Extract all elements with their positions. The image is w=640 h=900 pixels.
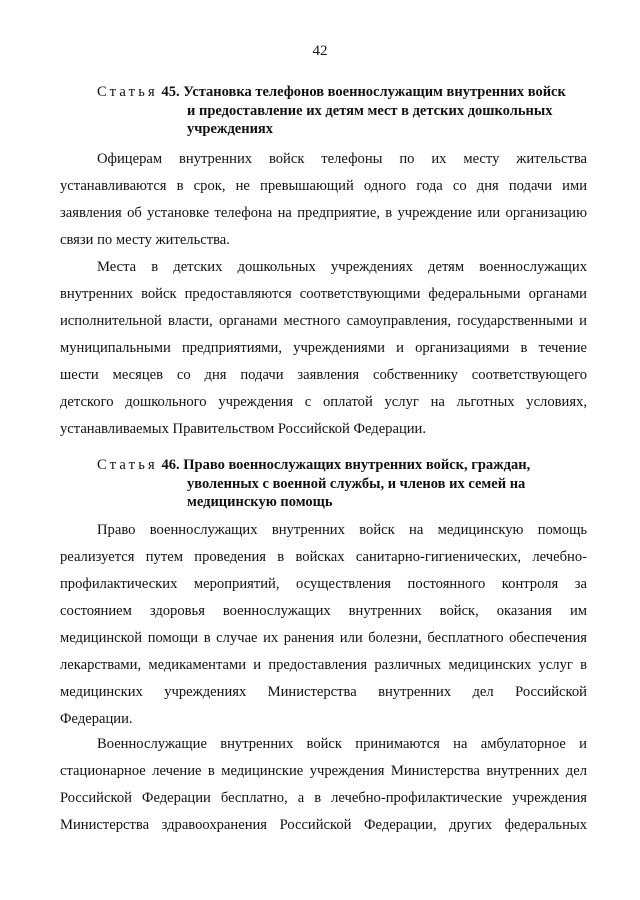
article-46-number: 46. xyxy=(161,457,180,473)
article-45-title-line: Установка телефонов военнослужащим внутренних войск xyxy=(183,84,566,100)
text-line: стационарное лечение в медицинские учреждения Министерства внутренних дел xyxy=(60,763,587,779)
text-line: профилактических мероприятий, осуществления постоянного контроля за xyxy=(60,576,587,592)
text-line: Федерации. xyxy=(60,711,133,727)
text-line: исполнительной власти, органами местного самоуправления, государственными и xyxy=(60,313,587,329)
text-line: связи по месту жительства. xyxy=(60,232,230,248)
article-45-title-line: и предоставление их детям мест в детских дошкольных xyxy=(187,102,553,119)
article-45-heading-line-1 xyxy=(97,83,592,102)
text-line: муниципальными предприятиями, учреждениями и организациями в течение xyxy=(60,340,587,356)
article-45-paragraph-1 xyxy=(60,146,587,254)
article-45-heading xyxy=(97,83,592,139)
page-number: 42 xyxy=(312,43,328,59)
text-line: реализуется путем проведения в войсках санитарно-гигиенических, лечебно- xyxy=(60,549,587,565)
text-line: медицинских учреждениях Министерства внутренних дел Российской xyxy=(60,684,587,700)
text-line: устанавливаемых Правительством Российской Федерации. xyxy=(60,421,427,437)
article-45-number: 45. xyxy=(161,84,180,100)
text-line: лекарствами, медикаментами и предоставления различных медицинских услуг в xyxy=(60,657,587,673)
text-line: состоянием здоровья военнослужащих внутренних войск, оказания им xyxy=(60,603,587,619)
article-46-heading-line-1 xyxy=(97,456,592,475)
text-line: устанавливаются в срок, не превышающий одного года со дня подачи ими xyxy=(60,178,587,194)
text-line: Министерства здравоохранения Российской Федерации, других федеральных xyxy=(60,817,587,833)
text-line: детского дошкольного учреждения с оплатой услуг на льготных условиях, xyxy=(60,394,587,410)
text-line: Российской Федерации бесплатно, а в лечебно-профилактические учреждения xyxy=(60,790,587,806)
article-46-paragraph-1 xyxy=(60,517,587,733)
article-45-title-line: учреждениях xyxy=(187,121,274,137)
text-line: шести месяцев со дня подачи заявления собственнику соответствующего xyxy=(60,367,587,383)
article-46-title-line: медицинскую помощь xyxy=(187,494,333,510)
article-45-word: Статья xyxy=(97,84,158,100)
article-46-paragraph-2 xyxy=(60,731,587,839)
text-line: заявления об установке телефона на предприятие, в учреждение или организацию xyxy=(60,205,587,221)
text-line: Право военнослужащих внутренних войск на медицинскую помощь xyxy=(97,522,587,538)
text-line: Офицерам внутренних войск телефоны по их месту жительства xyxy=(97,151,587,167)
text-line: Военнослужащие внутренних войск принимаются на амбулаторное и xyxy=(97,736,587,752)
text-line: медицинской помощи в случае их ранения или болезни, бесплатного обеспечения xyxy=(60,630,587,646)
article-46-heading xyxy=(97,456,592,512)
article-46-word: Статья xyxy=(97,457,158,473)
text-line: внутренних войск предоставляются соответствующими федеральными органами xyxy=(60,286,587,302)
article-46-title-line: уволенных с военной службы, и членов их семей на xyxy=(187,475,526,492)
article-46-title-line: Право военнослужащих внутренних войск, граждан, xyxy=(183,457,531,473)
text-line: Места в детских дошкольных учреждениях детям военнослужащих xyxy=(97,259,587,275)
article-45-paragraph-2 xyxy=(60,254,587,443)
